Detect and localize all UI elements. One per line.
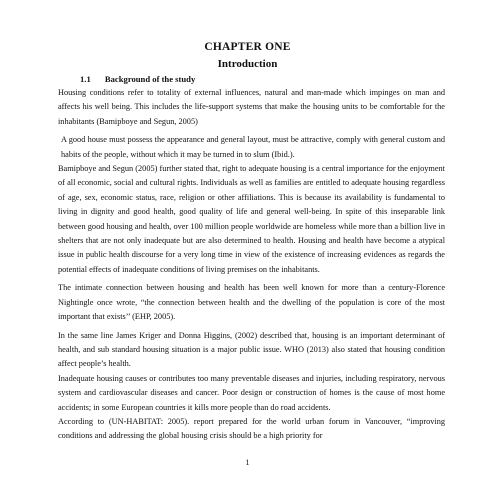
paragraph: Inadequate housing causes or contributes too many preventable diseases and injuries, including respiratory, nervous system and cardiovascular diseases and cancer. Poor design or construction of homes is the cause of most home accidents; in some European countries it kills more people than do road accidents. [58,373,445,412]
paragraph: Bamipboye and Segun (2005) further stated that, right to adequate housing is a central importance for the enjoyment of all economic, social and cultural rights. Individuals as well as families are entitled to adequate housing regardless of age, sex, economic status, race, religion or other affiliations. This is because its availability is fundamental to living in dignity and good health, good quality of life and general well-being. In spite of this inseparable link between good housing and health, over 100 million people worldwide are homeless while more than a billion live in shelters that are not only inadequate but are also determined to health. Housing and health have become a atypical issue in public health discourse for a very long time in view of the existence of increasing evidences as regards the potential effects of inadequate conditions of living premises on the inhabitants. [58,164,445,274]
section-heading [80,74,195,84]
paragraph: In the same line James Kriger and Donna Higgins, (2002) described that, housing is an important determinant of health, and sub standard housing situation is a major public issue. WHO (2013) also stated that housing condition affect people’s health. [58,330,445,369]
chapter-heading: CHAPTER ONE [204,41,291,53]
chapter-title: Introduction [217,58,278,70]
paragraph: According to (UN-HABITAT: 2005). report prepared for the world urban forum in Vancouver, “improving conditions and addressing the global housing crisis should be a high priority for [58,416,445,441]
section-title: Background of the study [104,74,196,84]
page-number: 1 [245,458,250,467]
body-text [58,86,445,444]
paragraph: Housing conditions refer to totality of external influences, natural and man-made which impinges on man and affects his well being. This includes the life-support systems that make the housing units to be comfortable for the inhabitants (Bamipboye and Segun, 2005) [58,88,445,126]
section-number: 1.1 [80,74,91,84]
paragraph: The intimate connection between housing and health has been well known for more than a century-Florence Nightingle once wrote, “the connection between health and the dwelling of the population is core of the most important that exists’’ (EHP, 2005). [58,283,445,322]
paragraph: A good house must possess the appearance and general layout, must be attractive, comply with general custom and habits of the people, without which it may be turned in to slum (Ibid.). [61,135,445,159]
